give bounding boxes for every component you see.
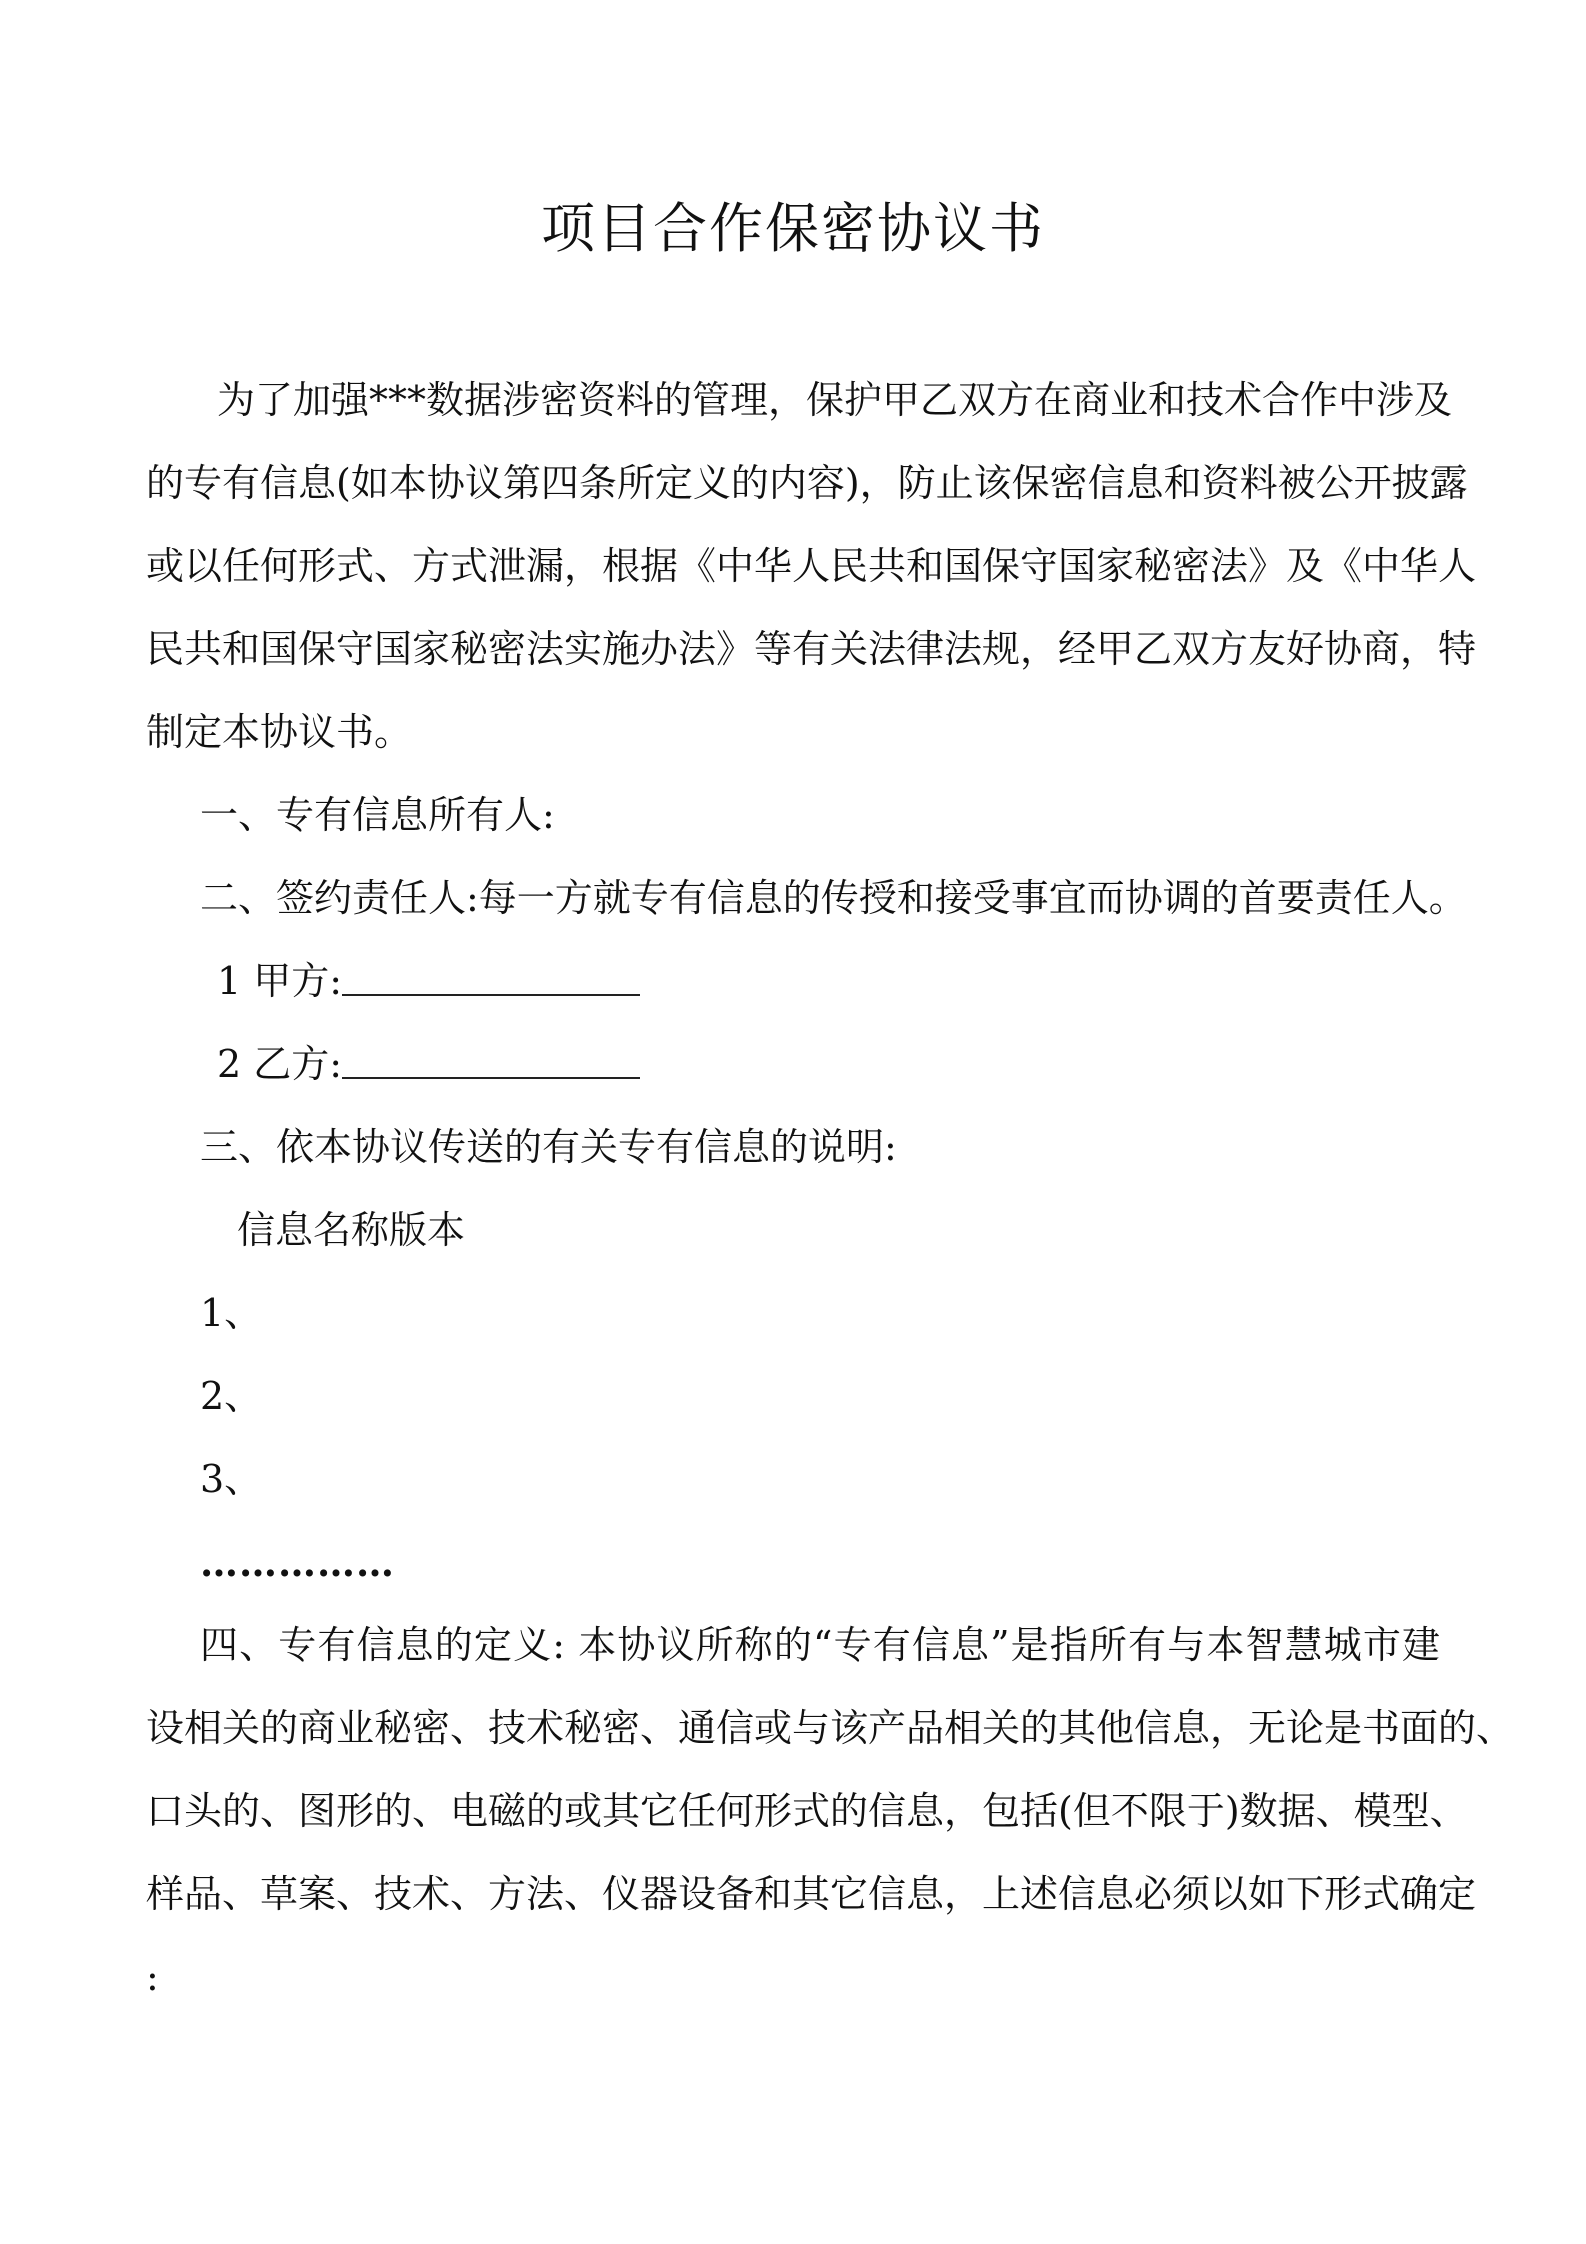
preamble-line: 或以任何形式、方式泄漏，根据《中华人民共和国保守国家秘密法》及《中华人	[146, 544, 1477, 588]
ellipsis: ……………	[200, 1540, 395, 1585]
section-4-line: 样品、草案、技术、方法、仪器设备和其它信息，上述信息必须以如下形式确定	[146, 1872, 1477, 1916]
preamble-line: 制定本协议书。	[146, 710, 413, 754]
section-4-line: 四、专有信息的定义: 本协议所称的“专有信息”是指所有与本智慧城市建	[200, 1623, 1440, 1667]
section-4-line: 设相关的商业秘密、技术秘密、通信或与该产品相关的其他信息，无论是书面的、	[146, 1706, 1515, 1750]
party-b-label: 2 乙方:	[217, 1042, 343, 1086]
info-item: 2、	[200, 1374, 263, 1418]
party-a-label: 1 甲方:	[217, 959, 343, 1003]
preamble-line: 的专有信息(如本协议第四条所定义的内容)，防止该保密信息和资料被公开披露	[146, 461, 1468, 505]
document-body	[146, 359, 1515, 2019]
section-4-line: 口头的、图形的、电磁的或其它任何形式的信息，包括(但不限于)数据、模型、	[146, 1789, 1468, 1833]
section-2-heading: 二、签约责任人:每一方就专有信息的传授和接受事宜而协调的首要责任人。	[200, 876, 1467, 920]
party-a-blank-field[interactable]	[342, 960, 640, 996]
section-1-heading: 一、专有信息所有人:	[200, 793, 555, 837]
info-item: 3、	[200, 1457, 263, 1501]
info-table-header: 信息名称版本	[237, 1208, 466, 1252]
party-a-row	[146, 940, 1440, 1023]
section-4-line: :	[146, 1955, 159, 1999]
party-b-blank-field[interactable]	[342, 1043, 640, 1079]
document-title: 项目合作保密协议书	[541, 197, 1045, 260]
party-b-row	[146, 1023, 1440, 1106]
preamble-line: 民共和国保守国家秘密法实施办法》等有关法律法规，经甲乙双方友好协商，特	[146, 627, 1477, 671]
preamble-line: 为了加强***数据涉密资料的管理，保护甲乙双方在商业和技术合作中涉及	[217, 378, 1453, 422]
info-item: 1、	[200, 1291, 263, 1335]
section-3-heading: 三、依本协议传送的有关专有信息的说明:	[200, 1125, 897, 1169]
